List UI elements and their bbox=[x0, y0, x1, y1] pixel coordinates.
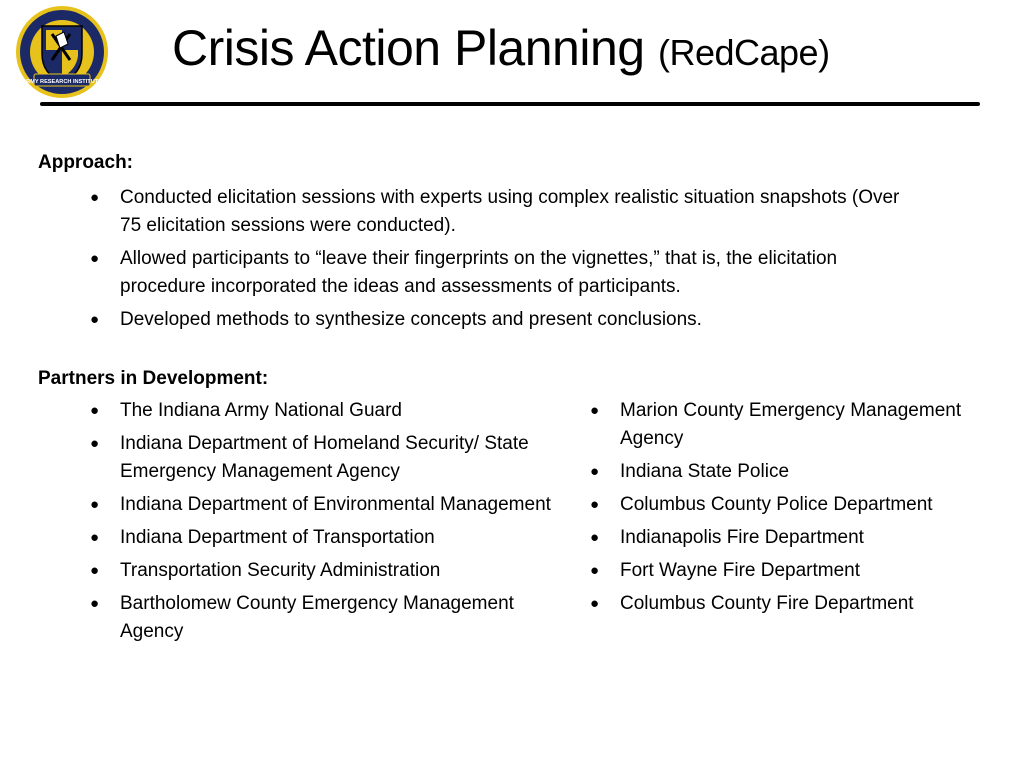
approach-list bbox=[90, 184, 910, 339]
list-item: ● Bartholomew County Emergency Management Agency bbox=[90, 590, 560, 646]
list-item: ● Marion County Emergency Management Agency bbox=[590, 397, 990, 453]
list-item: ● Columbus County Police Department bbox=[590, 491, 990, 519]
list-item: ● Indiana State Police bbox=[590, 458, 990, 486]
list-item: ● Indiana Department of Homeland Security/ State Emergency Management Agency bbox=[90, 430, 560, 486]
list-item: ● Transportation Security Administration bbox=[90, 557, 560, 585]
title-main: Crisis Action Planning bbox=[172, 20, 645, 76]
list-item: ● Conducted elicitation sessions with experts using complex realistic situation snapshots (Over 75 elicitation sessions were conducted). bbox=[90, 184, 910, 240]
logo-text: ARMY RESEARCH INSTITUTE bbox=[22, 79, 102, 85]
list-item: ● Fort Wayne Fire Department bbox=[590, 557, 990, 585]
ari-crest-icon bbox=[12, 4, 112, 104]
list-item: ● Developed methods to synthesize concepts and present conclusions. bbox=[90, 306, 910, 334]
title-divider bbox=[40, 102, 980, 106]
list-item: ● Indiana Department of Transportation bbox=[90, 524, 560, 552]
list-item: ● The Indiana Army National Guard bbox=[90, 397, 560, 425]
list-item: ● Indianapolis Fire Department bbox=[590, 524, 990, 552]
page-title bbox=[172, 12, 830, 89]
list-item: ● Indiana Department of Environmental Management bbox=[90, 491, 560, 519]
partners-heading: Partners in Development: bbox=[38, 368, 269, 389]
partners-list-right bbox=[590, 397, 990, 623]
title-sub: (RedCape) bbox=[657, 32, 830, 73]
list-item: ● Allowed participants to “leave their fingerprints on the vignettes,” that is, the elicitation procedure incorporated the ideas and assessments of participants. bbox=[90, 245, 910, 301]
list-item: ● Columbus County Fire Department bbox=[590, 590, 990, 618]
partners-list-left bbox=[90, 397, 560, 651]
approach-heading: Approach: bbox=[38, 152, 133, 173]
